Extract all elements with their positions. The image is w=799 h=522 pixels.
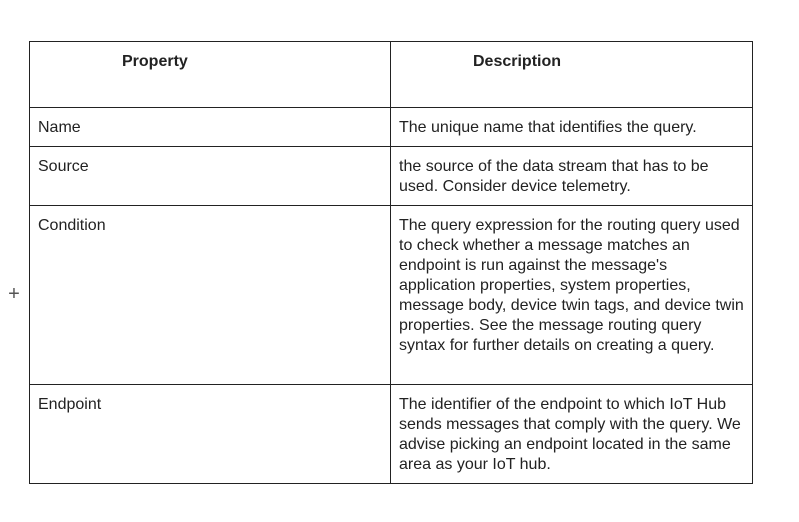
cell-description: The identifier of the endpoint to which IoT Hub sends messages that comply with the query. We advise picking an endpoint located in the same area as your IoT hub.: [391, 385, 753, 484]
table-row: [30, 385, 753, 484]
table-header-row: [30, 42, 753, 108]
header-property: Property: [30, 42, 391, 108]
cell-property: Condition: [30, 206, 391, 385]
cell-property: Name: [30, 108, 391, 147]
table-row: [30, 147, 753, 206]
header-description: Description: [391, 42, 753, 108]
table-row: [30, 108, 753, 147]
cell-description: The unique name that identifies the query.: [391, 108, 753, 147]
properties-table: [29, 41, 753, 484]
cell-property: Endpoint: [30, 385, 391, 484]
cell-property: Source: [30, 147, 391, 206]
add-row-handle-icon[interactable]: +: [8, 283, 20, 305]
table-row: [30, 206, 753, 385]
cell-description: the source of the data stream that has to be used. Consider device telemetry.: [391, 147, 753, 206]
cell-description: The query expression for the routing query used to check whether a message matches an endpoint is run against the message's application properties, system properties, message body, device twin tags, and device twin properties. See the message routing query syntax for further details on creating a query.: [391, 206, 753, 385]
